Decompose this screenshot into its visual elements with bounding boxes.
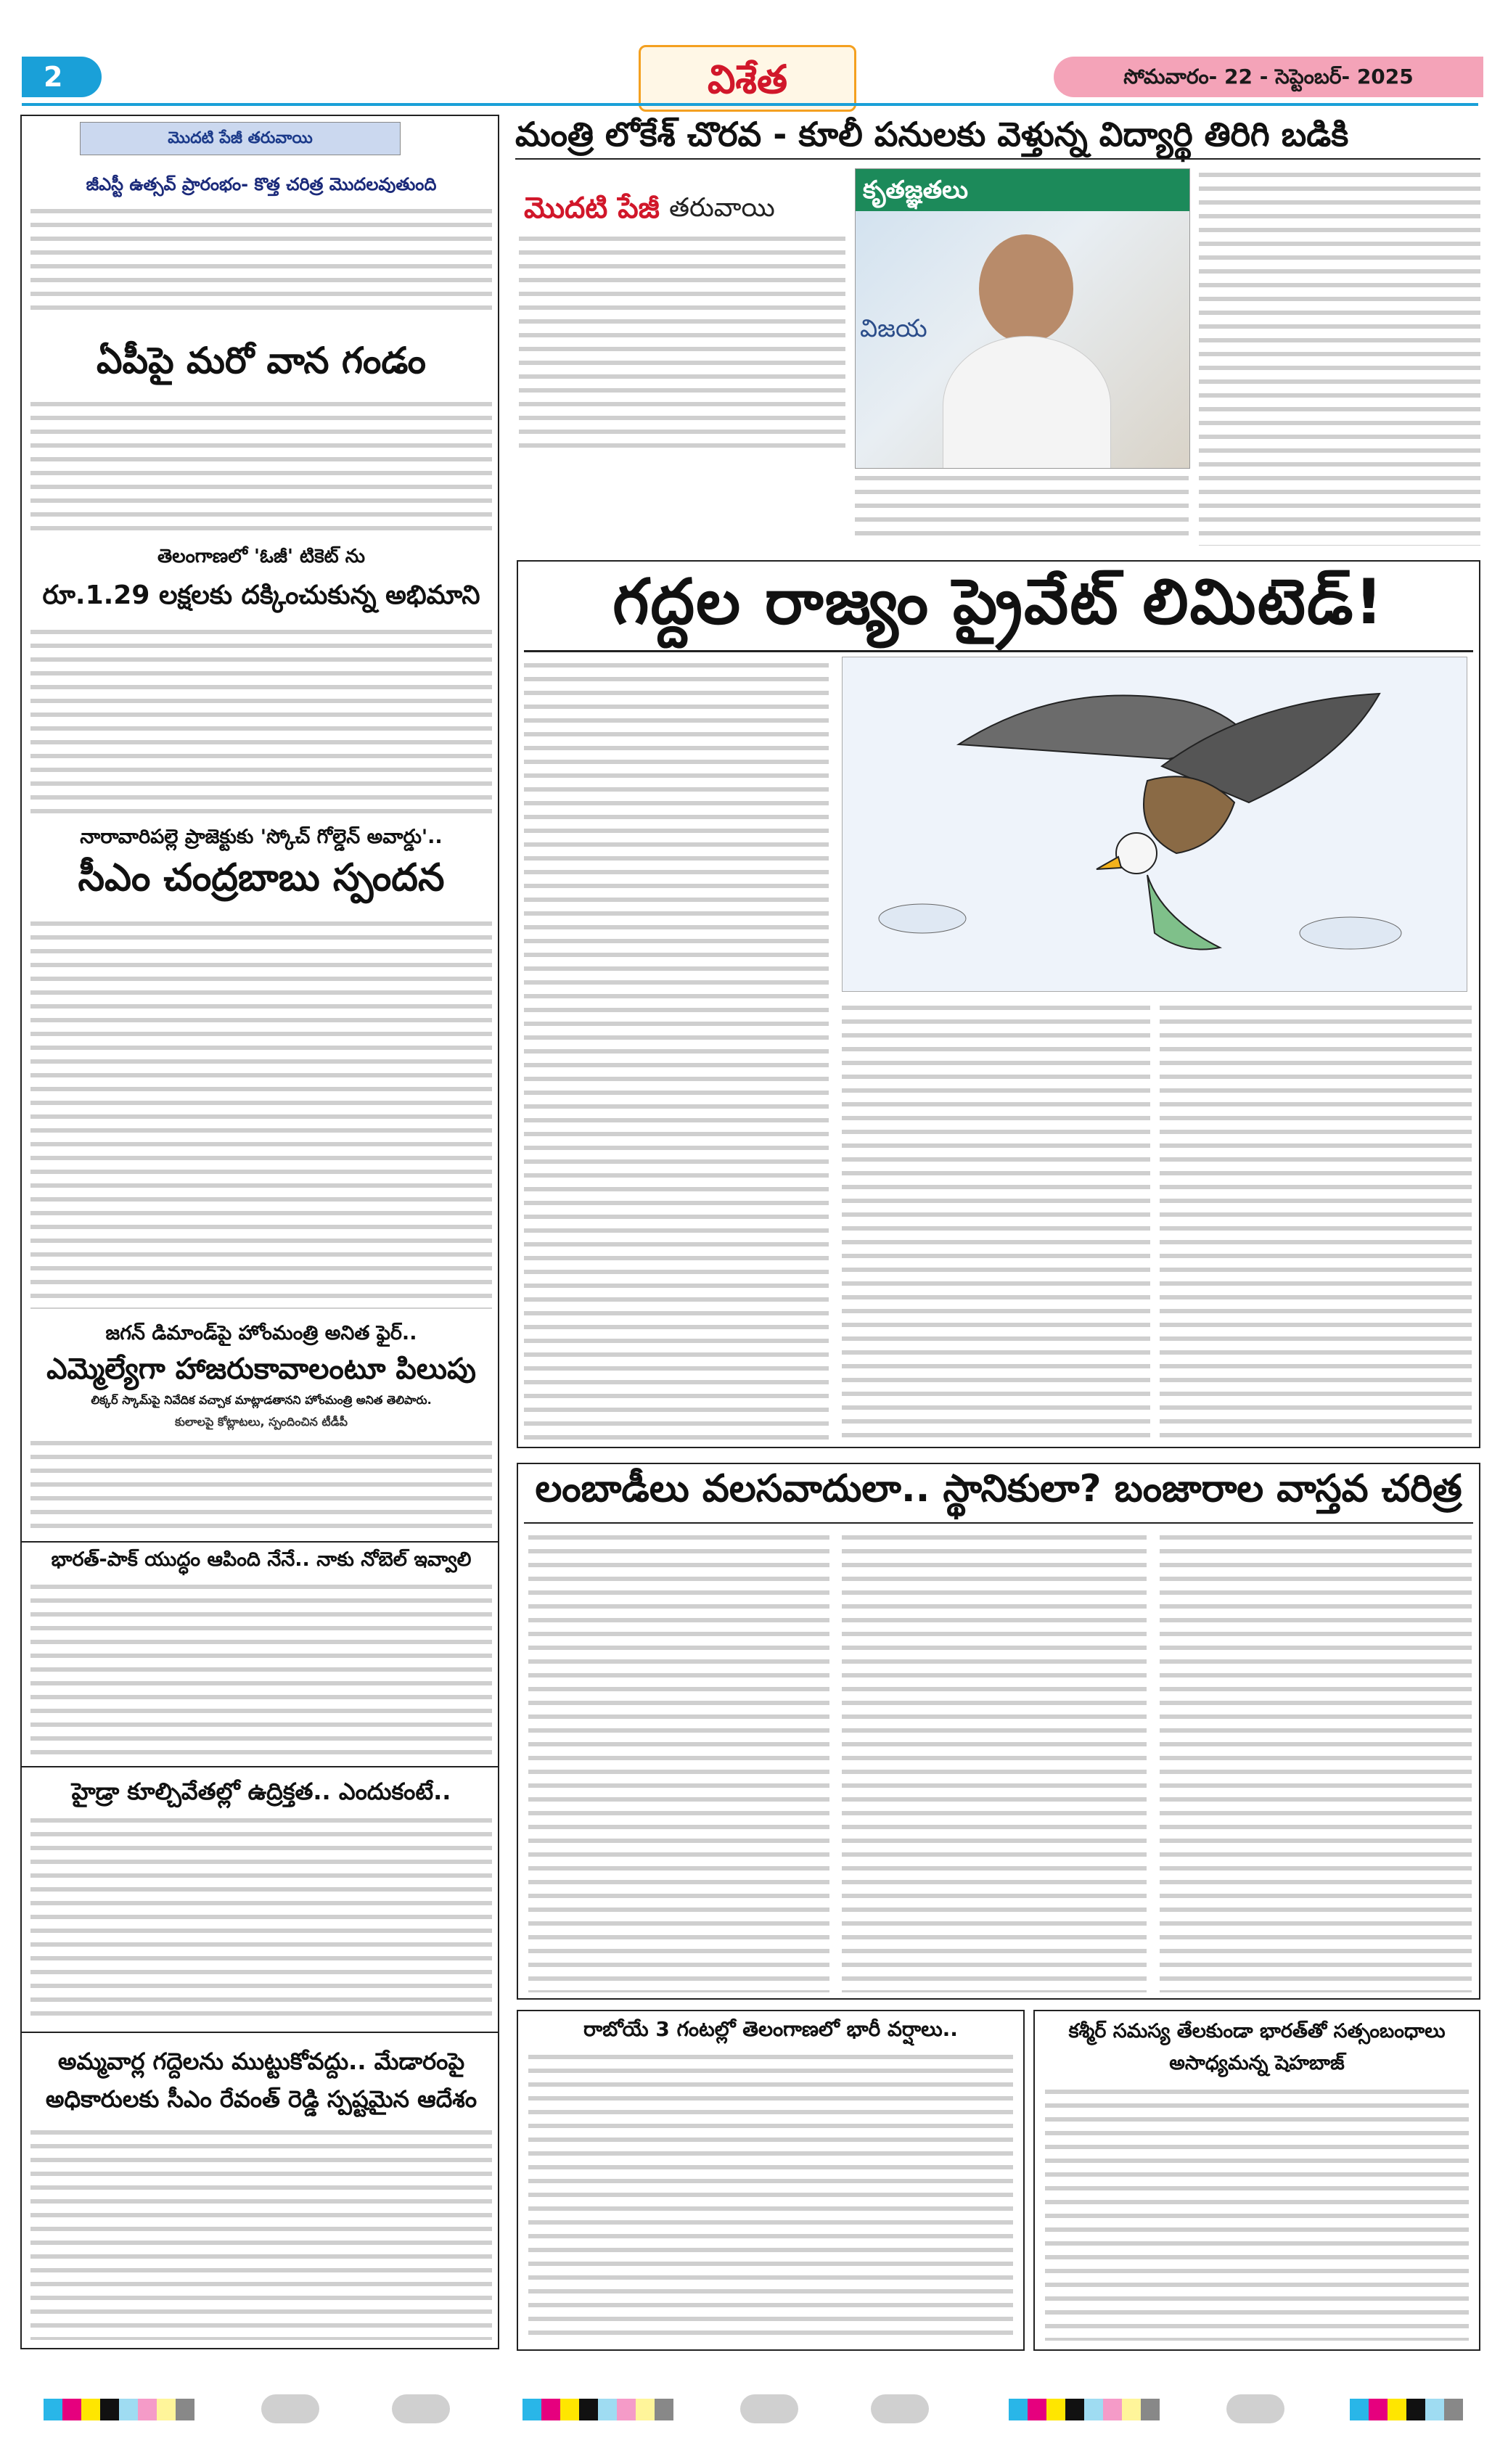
registration-pill: [261, 2394, 319, 2423]
top-headline: మంత్రి లోకేశ్ చొరవ - కూలీ పనులకు వెళ్తున్న విద్యార్థి తిరిగి బడికి: [515, 115, 1349, 154]
banjara-headline: లంబాడీలు వలసవాదులా.. స్థానికులా? బంజారాల వాస్తవ చరిత్ర: [535, 1467, 1462, 1511]
divider: [524, 1522, 1473, 1524]
kashmir-title: కశ్మీర్ సమస్య తేలకుండా భారత్‌తో సత్సంబంధాలు అసాధ్యమన్న షెహబాజ్: [1068, 2020, 1446, 2074]
banjara-col-1: [528, 1531, 829, 1992]
registration-bars: [1350, 2399, 1463, 2420]
article-title: ఎమ్మెల్యేగా హాజరుకావాలంటూ పిలుపు: [46, 1352, 476, 1386]
continued-label: మొదటి పేజీ: [524, 192, 660, 225]
issue-date: సోమవారం- 22 - సెప్టెంబర్- 2025: [1054, 57, 1483, 97]
rain-body: [528, 2050, 1013, 2341]
masthead-logo: విశేత: [639, 45, 856, 112]
article-body: [30, 2126, 492, 2340]
registration-pill: [740, 2394, 798, 2423]
divider: [515, 158, 1480, 160]
minister-photo: [855, 168, 1190, 469]
article-body: [30, 1580, 492, 1754]
article-body: [30, 205, 492, 313]
article-body: [30, 398, 492, 532]
rain-title: రాబోయే 3 గంటల్లో తెలంగాణలో భారీ వర్షాలు..: [583, 2017, 958, 2041]
registration-pill: [1226, 2394, 1284, 2423]
article-title: ఏపీపై మరో వాన గండం: [97, 340, 426, 382]
section-label: మొదటి పేజీ తరువాయి: [80, 122, 401, 155]
editorial-col-2: [842, 1001, 1150, 1441]
editorial-headline: గద్దల రాజ్యం ప్రైవేట్ లిమిటెడ్!: [612, 566, 1385, 638]
eagle-cartoon: [842, 657, 1467, 992]
article-body: [1199, 168, 1480, 546]
divider: [20, 1541, 499, 1543]
article-kicker: నారావారిపల్లె ప్రాజెక్టుకు 'స్కోచ్ గోల్డెన్ అవార్డు'..: [80, 826, 443, 848]
article-title: అమ్మవార్ల గద్దెలను ముట్టుకోవద్దు.. మేడారంపై అధికారులకు సీఎం రేవంత్ రెడ్డి స్పష్టమైన ఆదేశం: [45, 2048, 478, 2113]
article-body: [30, 1437, 492, 1531]
article-title: రూ.1.29 లక్షలకు దక్కించుకున్న అభిమాని: [42, 580, 480, 610]
article-title: సీఎం చంద్రబాబు స్పందన: [78, 856, 445, 900]
divider: [20, 2032, 499, 2033]
article-subtitle: లిక్కర్ స్కామ్‌పై నివేదిక వచ్చాక మాట్లాడతానని హోంమంత్రి అనిత తెలిపారు.: [91, 1393, 432, 1407]
article-kicker: తెలంగాణలో 'ఓజీ' టికెట్ ను: [157, 546, 366, 567]
article-body: [519, 232, 845, 450]
article-kicker: జగన్ డిమాండ్‌పై హోంమంత్రి అనిత ఫైర్..: [105, 1322, 417, 1344]
kashmir-body: [1045, 2085, 1469, 2341]
continued-suffix: తరువాయి: [669, 193, 775, 223]
article-subtitle: కులాలపై కోట్లాటలు, స్పందించిన టీడీపీ: [175, 1415, 348, 1429]
page-number: 2: [22, 57, 102, 97]
registration-bars: [1009, 2399, 1160, 2420]
article-title: భారత్-పాక్ యుద్ధం ఆపింది నేనే.. నాకు నోబెల్ ఇవ్వాలి: [51, 1548, 472, 1571]
editorial-col-3: [1160, 1001, 1472, 1441]
article-title: హైడ్రా కూల్చివేతల్లో ఉద్రిక్తత.. ఎందుకంటే..: [71, 1778, 451, 1805]
photo-banner-2: విజయ: [860, 314, 927, 343]
eagle-icon: [843, 657, 1467, 991]
article-body: [30, 917, 492, 1309]
divider: [20, 1766, 499, 1767]
face-shape: [979, 234, 1073, 343]
registration-pill: [871, 2394, 929, 2423]
editorial-col-1: [524, 659, 829, 1441]
registration-pill: [392, 2394, 450, 2423]
banjara-col-3: [1160, 1531, 1472, 1992]
article-title: జీఎస్టీ ఉత్సవ్ ప్రారంభం- కొత్త చరిత్ర మొదలవుతుంది: [86, 174, 437, 194]
divider: [524, 650, 1473, 652]
header-rule: [22, 103, 1478, 106]
shirt-shape: [943, 336, 1111, 469]
photo-banner: కృతజ్ఞతలు: [856, 169, 1190, 211]
banjara-col-2: [842, 1531, 1147, 1992]
registration-bars: [44, 2399, 194, 2420]
registration-bars: [522, 2399, 673, 2420]
article-body: [855, 472, 1189, 544]
article-body: [30, 625, 492, 814]
article-body: [30, 1814, 492, 2017]
